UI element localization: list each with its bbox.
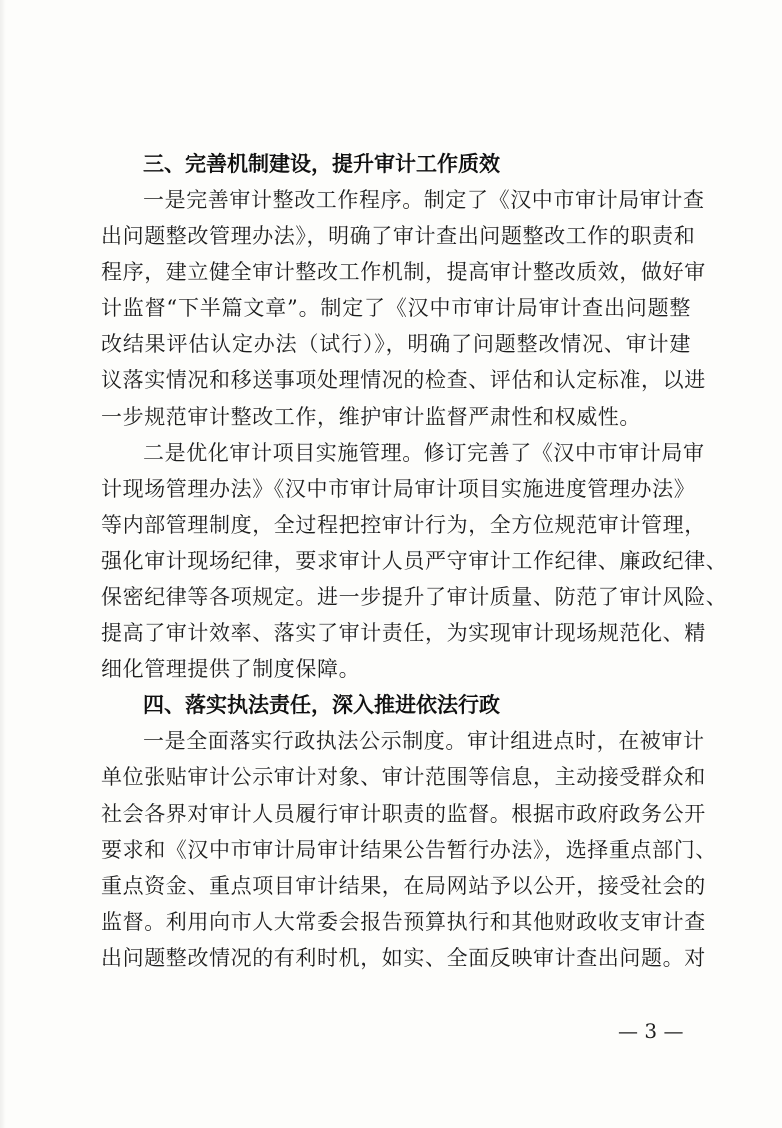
text-line: 二是优化审计项目实施管理。修订完善了《汉中市审计局审 [143,440,705,465]
text-line: 要求和《汉中市审计局审计结果公告暂行办法》，选择重点部门、 [101,837,717,862]
document-body [101,146,728,976]
text-line: 出问题整改情况的有利时机，如实、全面反映审计查出问题。对 [101,945,706,970]
text-line: 程序，建立健全审计整改工作机制，提高审计整改质效，做好审 [101,260,706,285]
text-line: 等内部管理制度，全过程把控审计行为，全方位规范审计管理， [101,512,706,537]
text-line: 提高了审计效率、落实了审计责任，为实现审计现场规范化、精 [101,621,706,646]
scan-edge-shadow [0,0,6,1128]
section-3-paragraph-2 [101,435,728,688]
section-4-paragraph-1 [101,723,717,976]
text-line: 细化管理提供了制度保障。 [101,657,361,682]
page-number: — 3 — [618,1019,684,1043]
text-line: 强化审计现场纪律，要求审计人员严守审计工作纪律、廉政纪律、 [101,548,728,573]
text-line: 监督。利用向市人大常委会报告预算执行和其他财政收支审计查 [101,909,706,934]
text-line: 议落实情况和移送事项处理情况的检查、评估和认定标准，以进 [101,368,706,393]
text-line: 出问题整改管理办法》，明确了审计查出问题整改工作的职责和 [101,224,696,249]
text-line: 一是全面落实行政执法公示制度。审计组进点时，在被审计 [143,729,705,754]
text-line: 计现场管理办法》《汉中市审计局审计项目实施进度管理办法》 [101,476,696,501]
text-line: 单位张贴审计公示审计对象、审计范围等信息，主动接受群众和 [101,765,706,790]
section-4-heading: 四、落实执法责任，深入推进依法行政 [143,693,500,718]
text-line: 计监督“下半篇文章”。制定了《汉中市审计局审计查出问题整 [101,296,691,321]
section-3-heading: 三、完善机制建设，提升审计工作质效 [143,152,500,176]
text-line: 社会各界对审计人员履行审计职责的监督。根据市政府政务公开 [101,801,706,826]
text-line: 一步规范审计整改工作，维护审计监督严肃性和权威性。 [101,404,641,429]
text-line: 改结果评估认定办法（试行）》，明确了问题整改情况、审计建 [101,332,691,357]
section-3-paragraph-1 [101,182,706,435]
text-line: 保密纪律等各项规定。进一步提升了审计质量、防范了审计风险、 [101,585,728,610]
text-line: 重点资金、重点项目审计结果，在局网站予以公开，接受社会的 [101,873,706,898]
text-line: 一是完善审计整改工作程序。制定了《汉中市审计局审计查 [143,188,705,212]
